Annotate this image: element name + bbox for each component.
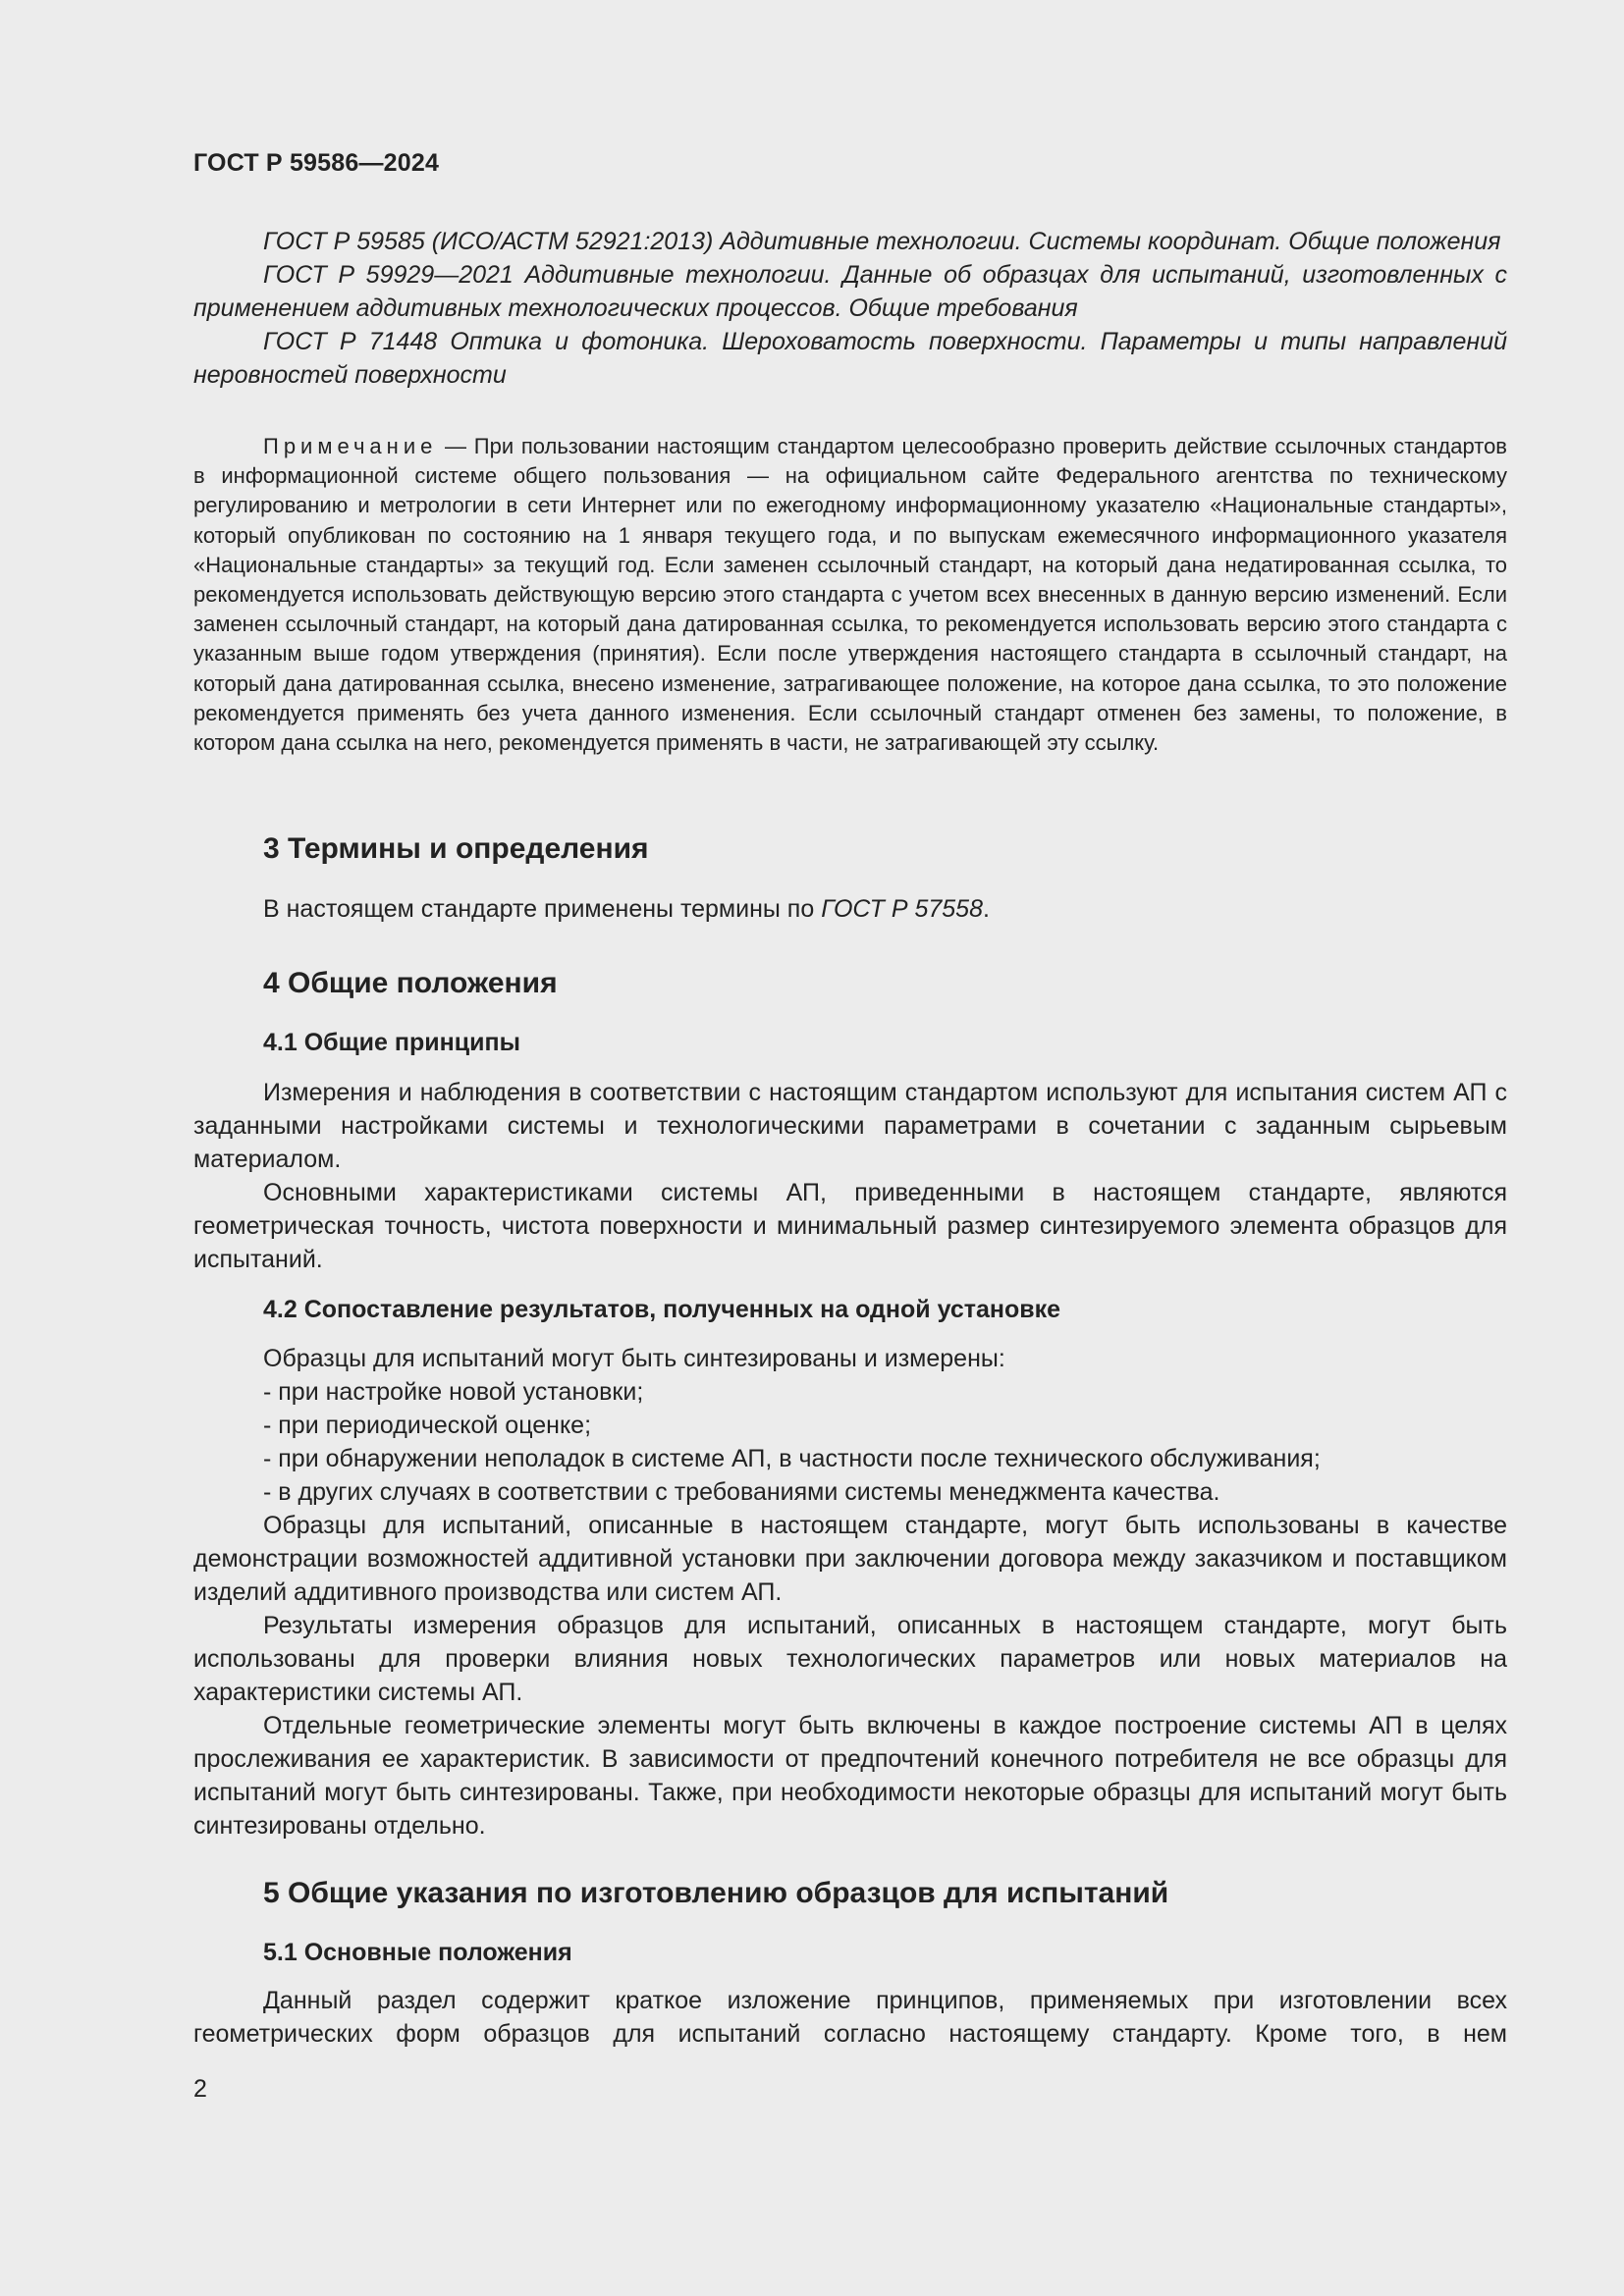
section-5-1-heading: 5.1 Основные положения bbox=[263, 1939, 572, 1966]
reference-item: ГОСТ Р 59585 (ИСО/АСТМ 52921:2013) Аддитивные технологии. Системы координат. Общие положения bbox=[263, 228, 1501, 255]
list-item: - в других случаях в соответствии с требованиями системы менеджмента качества. bbox=[263, 1478, 1220, 1506]
reference-item: ГОСТ Р 59929—2021 Аддитивные технологии. Данные об образцах для испытаний, изготовленных с применением аддитивных технологических процессов. Общие требования bbox=[193, 261, 1507, 322]
section-3-text-end: . bbox=[982, 895, 990, 923]
section-3-paragraph bbox=[193, 892, 1507, 926]
section-3-reference: ГОСТ Р 57558 bbox=[821, 895, 983, 923]
section-4-1-heading: 4.1 Общие принципы bbox=[263, 1029, 520, 1056]
section-4-heading: 4 Общие положения bbox=[263, 967, 558, 999]
paragraph: Отдельные геометрические элементы могут быть включены в каждое построение системы АП в целях прослеживания ее характеристик. В зависимости от предпочтений конечного потребителя не все образцы для испытаний могут быть синтезированы. Также, при необходимости некоторые образцы для испытаний могут быть синтезированы отдельно. bbox=[193, 1712, 1507, 1840]
normative-references bbox=[193, 225, 1507, 392]
paragraph: Результаты измерения образцов для испытаний, описанных в настоящем стандарте, могут быть использованы для проверки влияния новых технологических параметров или новых материалов на характеристики системы АП. bbox=[193, 1612, 1507, 1706]
list-item: - при обнаружении неполадок в системе АП, в частности после технического обслуживания; bbox=[263, 1445, 1321, 1472]
note-text: — При пользовании настоящим стандартом целесообразно проверить действие ссылочных стандартов в информационной системе общего пользования — на официальном сайте Федерального агентства по техническому регулированию и метрологии в сети Интернет или по ежегодному информационному указателю «Национальные стандарты», который опубликован по состоянию на 1 января текущего года, и по выпускам ежемесячного информационного указателя «Национальные стандарты» за текущий год. Если заменен ссылочный стандарт, на который дана недатированная ссылка, то рекомендуется использовать действующую версию этого стандарта с учетом всех внесенных в данную версию изменений. Если заменен ссылочный стандарт, на который дана датированная ссылка, то рекомендуется использовать версию этого стандарта с указанным выше годом утверждения (принятия). Если после утверждения настоящего стандарта в ссылочный стандарт, на который дана датированная ссылка, внесено изменение, затрагивающее положение, на которое дана ссылка, то это положение рекомендуется применять без учета данного изменения. Если ссылочный стандарт отменен без замены, то положение, в котором дана ссылка на него, рекомендуется применять в части, не затрагивающей эту ссылку. bbox=[193, 434, 1507, 756]
section-4-2-body bbox=[193, 1342, 1507, 1842]
paragraph: Данный раздел содержит краткое изложение принципов, применяемых при изготовлении всех геометрических форм образцов для испытаний согласно настоящему стандарту. Кроме того, в нем bbox=[193, 1987, 1507, 2048]
list-item: - при периодической оценке; bbox=[263, 1412, 592, 1439]
section-3-body bbox=[193, 892, 1507, 926]
paragraph: Образцы для испытаний, описанные в настоящем стандарте, могут быть использованы в качестве демонстрации возможностей аддитивной установки при заключении договора между заказчиком и поставщиком изделий аддитивного производства или систем АП. bbox=[193, 1512, 1507, 1606]
section-5-1-body bbox=[193, 1984, 1507, 2051]
note-paragraph bbox=[193, 432, 1507, 758]
section-3-heading: 3 Термины и определения bbox=[263, 832, 649, 865]
note-label: Примечание bbox=[263, 434, 438, 458]
list-item: - при настройке новой установки; bbox=[263, 1378, 644, 1406]
section-4-2-heading: 4.2 Сопоставление результатов, полученных на одной установке bbox=[263, 1296, 1061, 1323]
page-number: 2 bbox=[193, 2075, 207, 2103]
paragraph: Образцы для испытаний могут быть синтезированы и измерены: bbox=[263, 1345, 1005, 1372]
document-id: ГОСТ Р 59586—2024 bbox=[193, 149, 440, 177]
reference-item: ГОСТ Р 71448 Оптика и фотоника. Шероховатость поверхности. Параметры и типы направлений неровностей поверхности bbox=[193, 328, 1507, 389]
section-5-heading: 5 Общие указания по изготовлению образцов для испытаний bbox=[263, 1877, 1169, 1909]
paragraph: Измерения и наблюдения в соответствии с настоящим стандартом используют для испытания систем АП с заданными настройками системы и технологическими параметрами в сочетании с заданным сырьевым материалом. bbox=[193, 1079, 1507, 1173]
note-block bbox=[193, 432, 1507, 758]
section-3-text: В настоящем стандарте применены термины по bbox=[263, 895, 822, 923]
section-4-1-body bbox=[193, 1076, 1507, 1276]
paragraph: Основными характеристиками системы АП, приведенными в настоящем стандарте, являются геометрическая точность, чистота поверхности и минимальный размер синтезируемого элемента образцов для испытаний. bbox=[193, 1179, 1507, 1273]
